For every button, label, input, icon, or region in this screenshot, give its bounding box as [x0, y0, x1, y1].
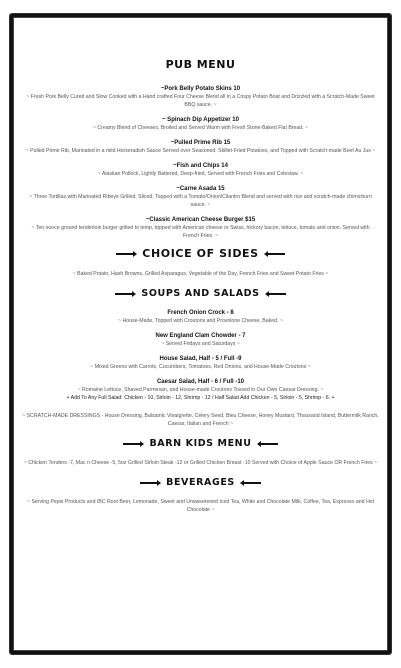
menu-item	[22, 332, 379, 348]
item-description: ~ House-Made, Topped with Croutons and Provolone Cheese, Baked. ~	[118, 318, 283, 324]
section-label: CHOICE OF SIDES	[142, 247, 259, 260]
menu-content	[22, 58, 379, 524]
item-description: ~ Three Tortillas with Marinated Ribeye Grilled, Sliced, Topped with a Tomato/Onion/Cilantro Blend and served with rice and scratch-made chimichurri sauce. ~	[29, 194, 372, 208]
menu-item	[22, 185, 379, 209]
section-heading-sides	[22, 247, 379, 260]
arrow-right-icon	[243, 482, 261, 484]
sides-text: ~ Baked Potato, Hash Browns, Grilled Asparagus, Vegetable of the Day, French Fries and Sweet Potato Fries ~	[72, 271, 329, 277]
item-description: ~ Served Fridays and Saturdays ~	[161, 341, 240, 347]
item-name: ~Classic American Cheese Burger $15	[145, 217, 256, 223]
menu-item	[22, 216, 379, 240]
arrow-right-icon	[267, 253, 285, 255]
section-label: BEVERAGES	[166, 477, 235, 488]
arrow-right-icon	[260, 443, 278, 445]
section-label: BARN KIDS MENU	[149, 438, 252, 449]
salad-addon-text: + Add To Any Full Salad: Chicken - 10, Sirloin - 12, Shrimp - 12 / Half Salad Add Chicken - 5, Sirloin - 5, Shrimp - 6. +	[66, 395, 335, 401]
item-description: ~ Fresh Pork Belly Cured and Slow Cooked with a Hand crafted Four Cheese Blend all in a Crispy Potato Boat and Drizzled with a Scratch-Made Sweet BBQ sauce. ~	[26, 94, 375, 108]
item-name: ~Pork Belly Potato Skins 10	[160, 86, 241, 92]
menu-item	[22, 116, 379, 132]
item-description: ~ Alaskan Pollock, Lightly Battered, Deep-fried, Served with French Fries and Coleslaw. ~	[97, 171, 304, 177]
item-description: ~ Creamy Blend of Cheeses, Broiled and Served Warm with Fresh Stone-Baked Flat Bread. ~	[92, 125, 309, 131]
arrow-left-icon	[116, 253, 134, 255]
dressings-text: ~ SCRATCH-MADE DRESSINGS - House Dressing, Balsamic Vinaigrette, Celery Seed, Bleu Cheese, Honey Mustard, Thousand Island, Buttermilk Ranch, Caesar, Italian and French ~	[22, 413, 379, 427]
arrow-left-icon	[123, 443, 141, 445]
item-name: ~Fish and Chips 14	[173, 163, 228, 169]
section-heading-soups	[22, 288, 379, 299]
menu-item	[22, 85, 379, 109]
item-description: ~ Pulled Prime Rib, Marinated in a mild Horseradish Sauce Served over Seasoned, Skillet-Fried Potatoes, and Topped with Scratch-made Beef Au Jus ~	[25, 148, 376, 154]
item-name: French Onion Crock - 8	[167, 310, 234, 316]
section-label: SOUPS AND SALADS	[141, 288, 260, 299]
item-name: House Salad, Half - 5 / Full -9	[159, 356, 242, 362]
page-title: PUB MENU	[165, 58, 236, 71]
arrow-right-icon	[268, 293, 286, 295]
item-name: ~ Spinach Dip Appetizer 10	[162, 117, 239, 123]
item-description: ~ Mixed Greens with Carrots, Cucumbers, Tomatoes, Red Onions, and House-Made Croutons ~	[90, 364, 311, 370]
section-heading-beverages	[22, 477, 379, 488]
menu-item	[22, 309, 379, 325]
item-description: ~ Romaine Lettuce, Shaved Parmesan, and House-made Croutons Tossed in Our Own Caesar Dressing. ~	[77, 387, 324, 393]
item-name: New England Clam Chowder - 7	[155, 333, 246, 339]
beverages-text: ~ Serving Pepsi Products and IBC Root Beer, Lemonade, Sweet and Unsweetened Iced Tea, White and Chocolate Milk, Coffee, Tea, Espresso and Hot Chocolate ~	[26, 499, 375, 513]
menu-item	[22, 355, 379, 371]
kids-text: ~ Chicken Tenders -7, Mac n Cheese -5, 5oz Grilled Sirloin Steak -12 or Grilled Chicken Breast -10 Served with Choice of Apple Sauce OR French Fries ~	[23, 460, 378, 466]
arrow-left-icon	[115, 293, 133, 295]
menu-item	[22, 162, 379, 178]
item-name: ~Pulled Prime Rib 15	[170, 140, 231, 146]
item-name: Caesar Salad, Half - 6 / Full -10	[156, 379, 245, 385]
section-heading-kids	[22, 438, 379, 449]
arrow-left-icon	[140, 482, 158, 484]
menu-item	[22, 139, 379, 155]
item-description: ~ Ten ounce ground tenderloin burger grilled to temp, topped with American cheese or Swiss, hickory bacon, lettuce, tomato and onion. Served with French Fries. ~	[31, 225, 370, 239]
item-name: ~Carne Asada 15	[176, 186, 225, 192]
menu-item	[22, 378, 379, 402]
